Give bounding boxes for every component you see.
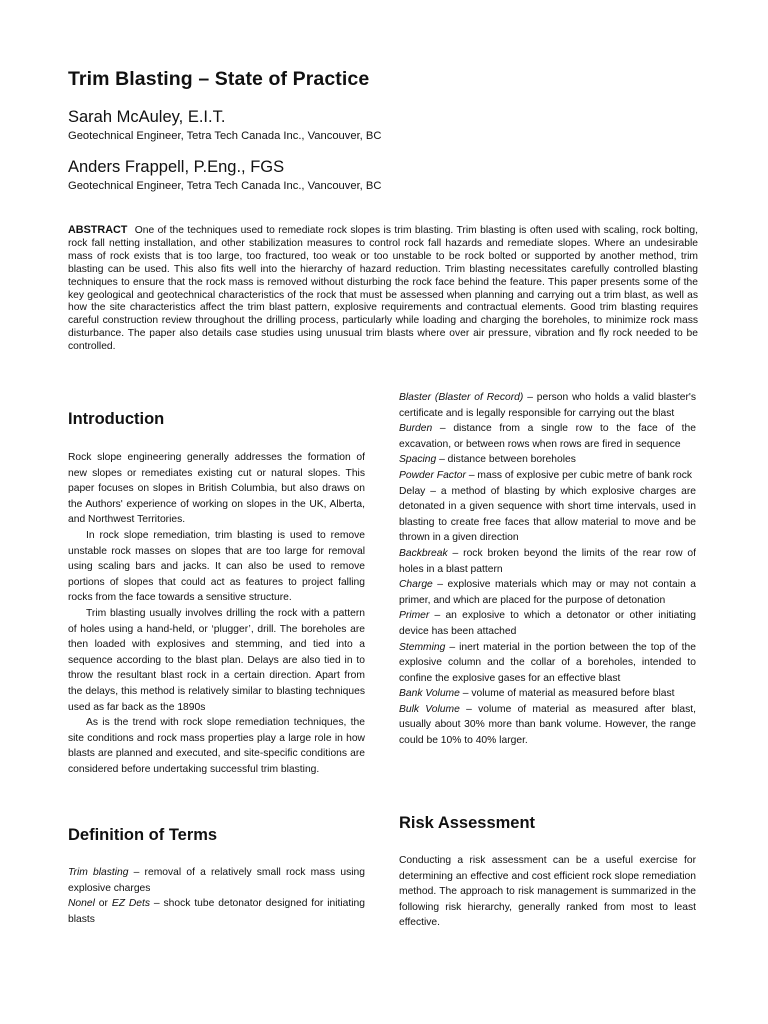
definition-item: [399, 452, 696, 468]
paragraph: In rock slope remediation, trim blasting is used to remove unstable rock masses on slopes that are too large for removal using scaling bars and jacks. It can also be used to remove portions of slopes that could act as features to project falling rocks from the face towards a sensitive structure.: [68, 529, 365, 604]
author-affiliation: Geotechnical Engineer, Tetra Tech Canada Inc., Vancouver, BC: [68, 180, 382, 192]
term: Backbreak: [399, 547, 448, 559]
definitions-list-right: [399, 390, 696, 749]
definition-item: [399, 484, 696, 546]
definition-item: [399, 421, 696, 452]
definition-item: [399, 468, 696, 484]
introduction-body: [68, 450, 365, 777]
term-definition: – rock broken beyond the limits of the rear row of holes in a blast pattern: [399, 547, 696, 575]
term: Nonel: [68, 898, 95, 910]
paragraph: Rock slope engineering generally addresses the formation of new slopes or remediates existing cut or natural slopes. This paper focuses on slopes in British Columbia, but also draws on the Authors' experience of working on slopes in the UK, Alberta, and Northwest Territories.: [68, 452, 365, 526]
definition-item: [399, 640, 696, 687]
term: Charge: [399, 579, 433, 591]
term-definition: – distance between boreholes: [436, 454, 576, 466]
term: Bulk Volume: [399, 703, 460, 715]
abstract: [68, 224, 698, 354]
abstract-label: ABSTRACT: [68, 224, 128, 236]
definition-item: [399, 390, 696, 421]
term-definition: – mass of explosive per cubic metre of bank rock: [465, 469, 693, 481]
term: Blaster (Blaster of Record): [399, 392, 524, 403]
paragraph: As is the trend with rock slope remediation techniques, the site conditions and rock mass properties play a large role in how blasts are planned and executed, and site-specific conditions are considered before undertaking successful trim blasting.: [68, 717, 365, 775]
term: EZ Dets: [111, 898, 151, 910]
section-heading-risk-assessment: Risk Assessment: [399, 814, 536, 832]
definitions-list-left: [68, 865, 365, 927]
definition-item: [399, 577, 696, 608]
term: Stemming: [399, 641, 446, 653]
definition-item: [399, 702, 696, 749]
risk-assessment-body: [399, 853, 696, 931]
term: Bank Volume: [399, 688, 460, 700]
term-definition: – volume of material as measured after blast, usually about 30% more than bank volume. However, the range could be 10% to 40% larger.: [399, 703, 696, 747]
author-name: Sarah McAuley, E.I.T.: [68, 108, 226, 126]
term-definition: – explosive materials which may or may not contain a primer, and which are placed for the purpose of detonation: [399, 579, 696, 606]
term: Burden: [399, 423, 433, 435]
section-heading-definitions: Definition of Terms: [68, 826, 218, 844]
definition-item: [399, 608, 696, 639]
term-definition: Delay – a method of blasting by which explosive charges are detonated in a given sequence with short time intervals, used in blasting to create free faces that allow material to move and be thrown in a given direction: [399, 485, 696, 544]
term-definition: – volume of material as measured before blast: [459, 688, 675, 700]
term-definition: – an explosive to which a detonator or other initiating device has been attached: [399, 610, 696, 637]
paragraph: Trim blasting usually involves drilling the rock with a pattern of holes using a hand-held, or ‘plugger’, drill. The boreholes are then loaded with explosives and stemming, and tied into a sequence according to the blast plan. Delays are also tied in to throw the resultant blast rock in a certain direction. Apart from the delays, this method is relatively similar to blasting techniques used as far back as the 1890s: [68, 607, 365, 713]
paragraph: Conducting a risk assessment can be a useful exercise for determining an effective and cost efficient rock slope remediation method. The approach to risk management is summarized in the following risk hierarchy, generally ranked from most to least effective.: [399, 855, 696, 929]
paper-title: Trim Blasting – State of Practice: [68, 68, 370, 90]
term-connector: or: [94, 898, 112, 910]
definition-item: [399, 686, 696, 702]
definition-item: [68, 865, 365, 896]
author-name: Anders Frappell, P.Eng., FGS: [68, 158, 285, 176]
term: Spacing: [399, 454, 437, 466]
term-definition: – inert material in the portion between the top of the explosive column and the collar of a boreholes, intended to confine the explosive gases for an effective blast: [399, 641, 696, 684]
term: Primer: [399, 610, 430, 622]
term-definition: – shock tube detonator designed for initiating blasts: [68, 898, 365, 925]
author-affiliation: Geotechnical Engineer, Tetra Tech Canada Inc., Vancouver, BC: [68, 130, 382, 142]
abstract-text: One of the techniques used to remediate rock slopes is trim blasting. Trim blasting is often used with scaling, rock bolting, rock fall netting installation, and other stabilization measures to control rock fall hazards and remediate slopes. Where an undesirable mass of rock exists that is too large, too fractured, too weak or too unstable to be rock bolted or supported by another method, trim blasting can be used. This also fits well into the hierarchy of hazard reduction. Trim blasting necessitates carefully controlled blasting techniques to ensure that the rock mass is removed without disturbing the rock face behind the feature. This paper presents some of the key geological and geotechnical characteristics of the rock that must be assessed when planning and carrying out a trim blast, as well as how the site characteristics affect the trim blast pattern, explosive requirements and contractual elements. Good trim blasting requires careful construction review throughout the drilling process, particularly while loading and charging the boreholes, to minimize rock mass disturbance. The paper also details case studies using unusual trim blasts where over air pressure, vibration and fly rock needed to be controlled.: [68, 225, 698, 353]
definition-item: [399, 546, 696, 577]
term-definition: – distance from a single row to the face of the excavation, or between rows when rows are fired in sequence: [399, 423, 696, 450]
term: Trim blasting: [68, 867, 129, 878]
term: Powder Factor: [399, 469, 466, 481]
term-definition: – person who holds a valid blaster's certificate and is legally responsible for carrying out the blast: [399, 392, 696, 419]
term-definition: – removal of a relatively small rock mass using explosive charges: [68, 867, 365, 894]
definition-item: [68, 896, 365, 927]
section-heading-introduction: Introduction: [68, 410, 165, 428]
